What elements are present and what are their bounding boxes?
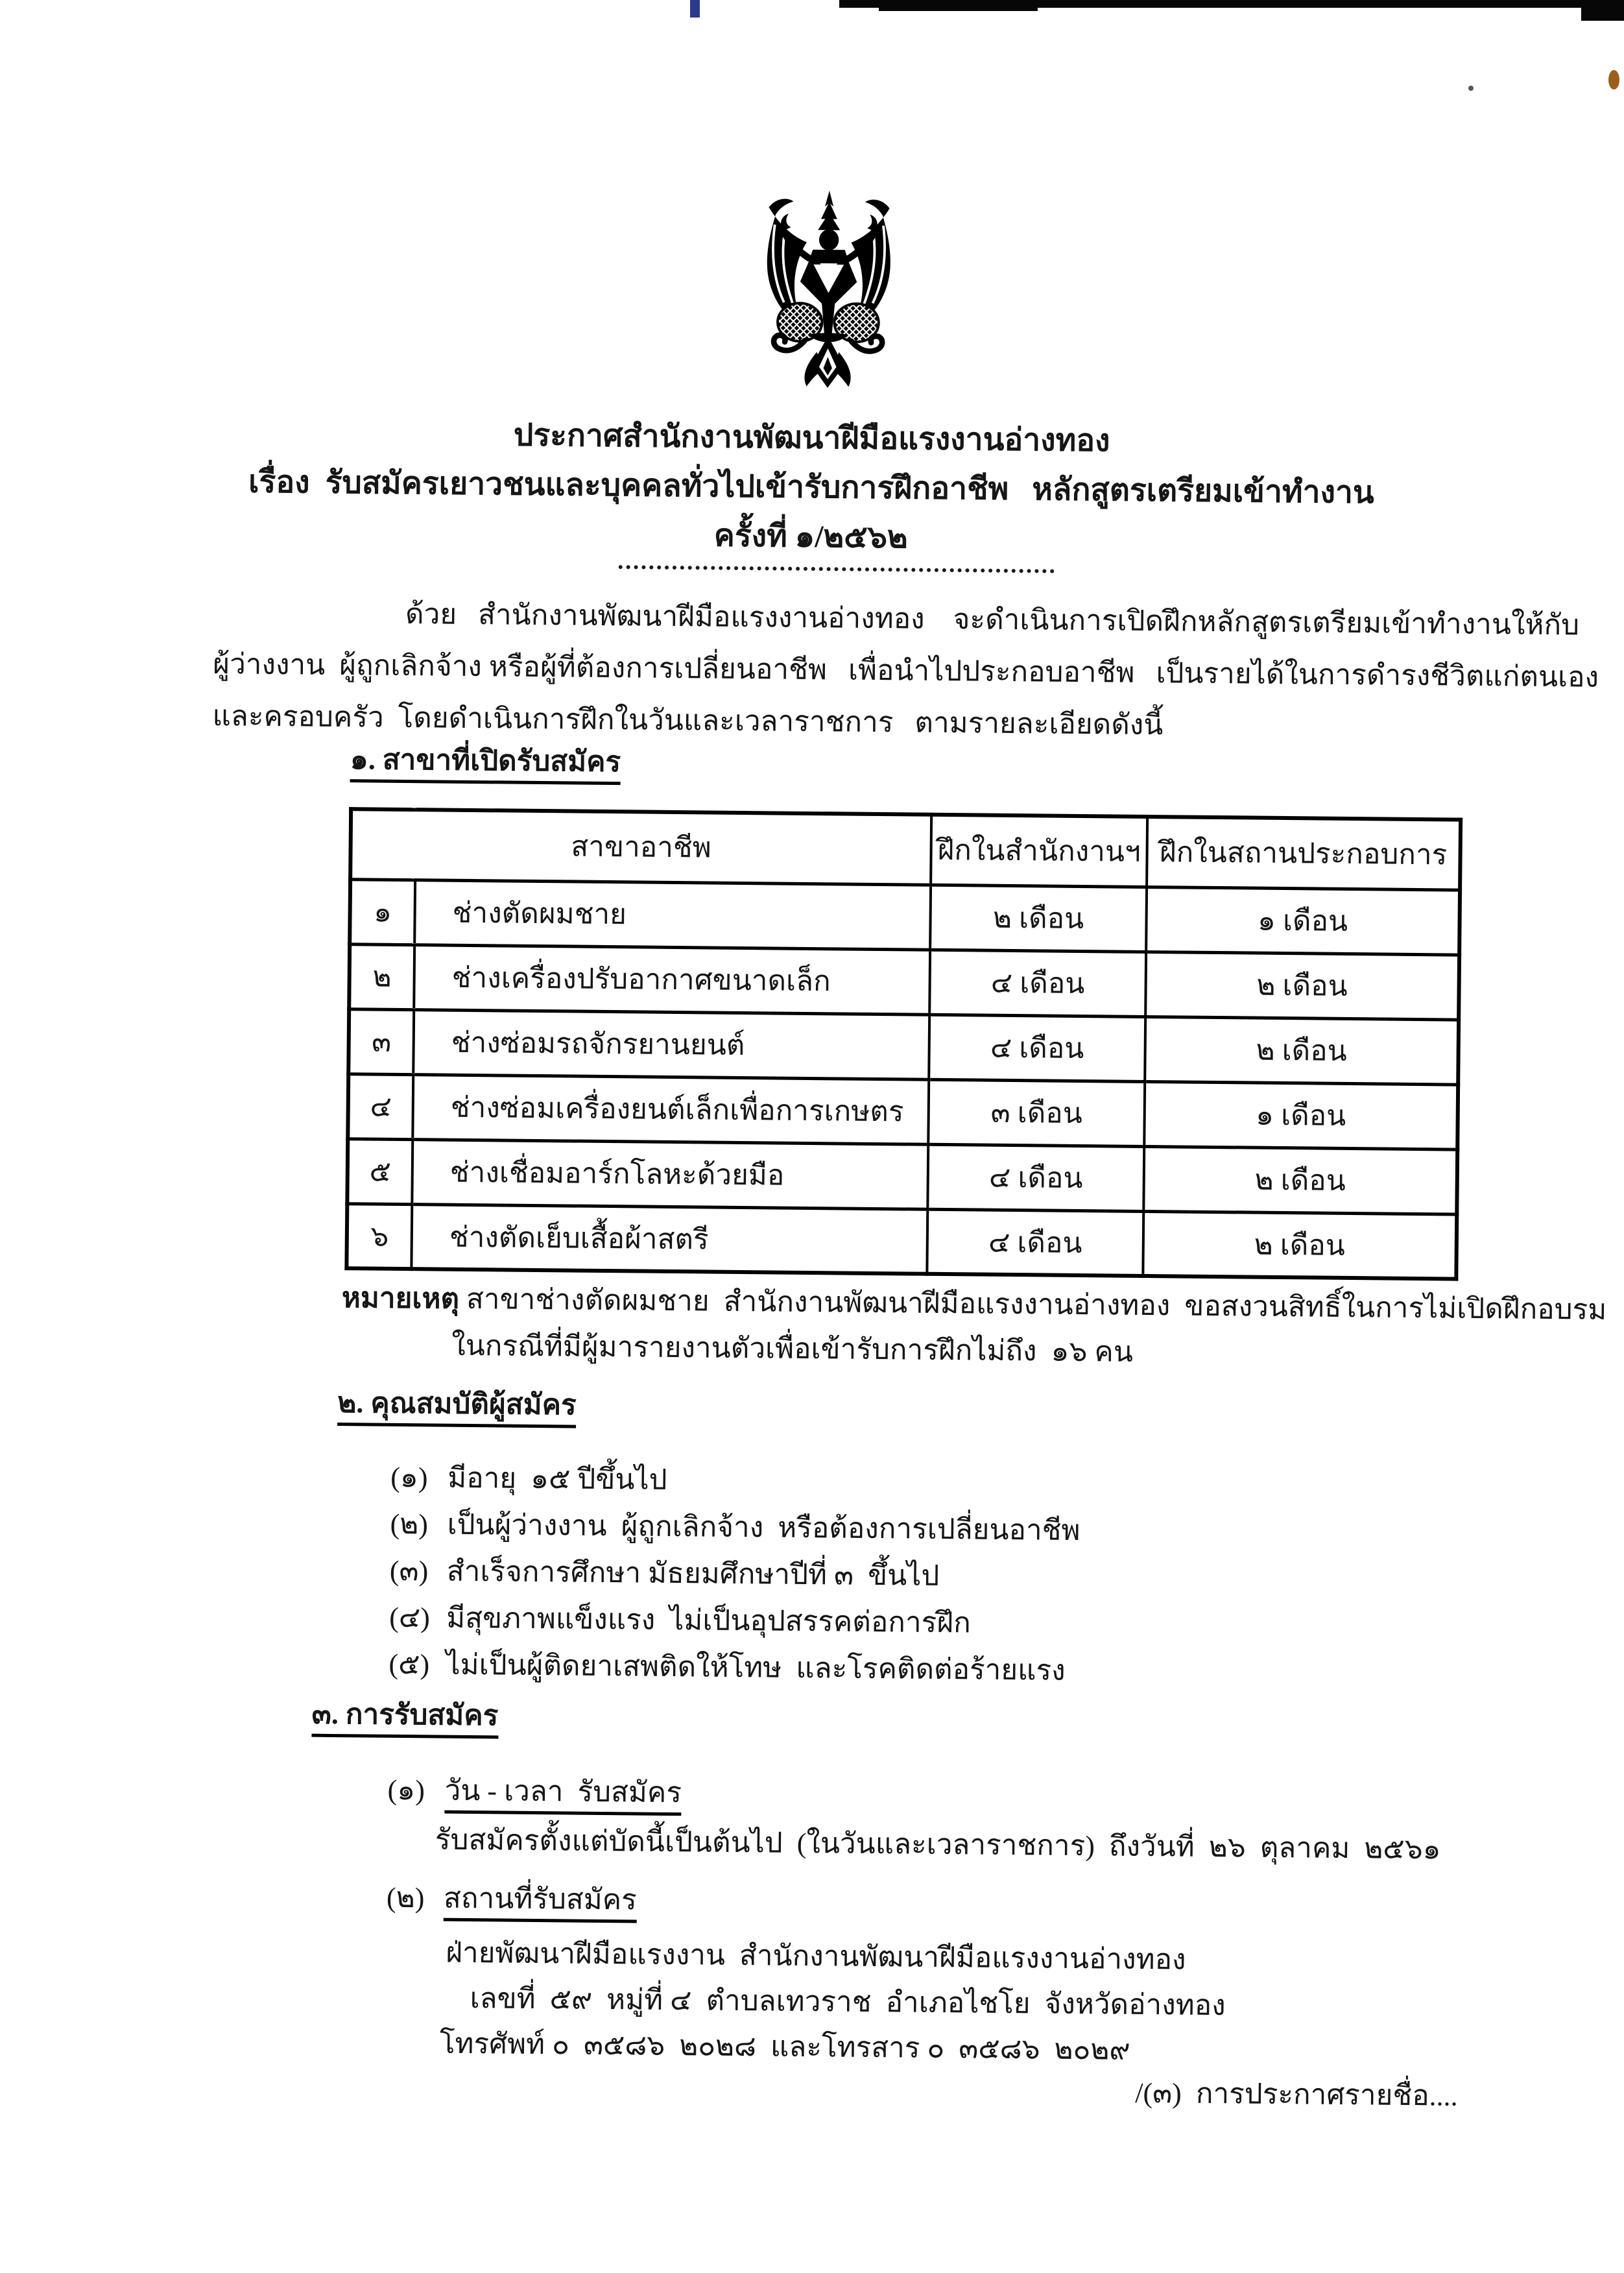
row-office-months: ๔ เดือน: [927, 1209, 1143, 1276]
title-line-1: ประกาศสำนักงานพัฒนาฝีมือแรงงานอ่างทอง: [513, 418, 1110, 459]
sub-item-heading: วัน - เวลา รับสมัคร: [444, 1775, 682, 1816]
col-header-office: ฝึกในสำนักงานฯ: [931, 815, 1147, 887]
application-place-line-2: เลขที่ ๕๙ หมู่ที่ ๔ ตำบลเทวราช อำเภอไชโย จังหวัดอ่างทอง: [470, 1982, 1226, 2022]
row-no: ๓: [348, 1009, 414, 1074]
application-place-subheading: [387, 1875, 637, 1923]
qualification-item: [390, 1454, 667, 1502]
row-office-months: ๔ เดือน: [927, 1144, 1144, 1211]
row-workplace-months: ๑ เดือน: [1144, 1081, 1458, 1149]
intro-line-1: ด้วย สำนักงานพัฒนาฝีมือแรงงานอ่างทอง จะดำเนินการเปิดฝึกหลักสูตรเตรียมเข้าทำงานให้กับ: [405, 597, 1580, 642]
garuda-emblem: [735, 188, 922, 394]
dotted-separator: [619, 565, 1055, 573]
application-place-line-3: โทรศัพท์ ๐ ๓๕๘๖ ๒๐๒๘ และโทรสาร ๐ ๓๕๘๖ ๒๐๒๙: [439, 2027, 1130, 2066]
item-number: (๑): [390, 1461, 428, 1494]
section1-heading-text: ๑. สาขาที่เปิดรับสมัคร: [350, 743, 621, 785]
application-time-text: รับสมัครตั้งแต่บัดนี้เป็นต้นไป (ในวันและเวลาราชการ) ถึงวันที่ ๒๖ ตุลาคม ๒๕๖๑: [435, 1823, 1441, 1866]
sub-item-heading: สถานที่รับสมัคร: [444, 1882, 637, 1923]
item-text: สำเร็จการศึกษา มัธยมศึกษาปีที่ ๓ ขึ้นไป: [446, 1555, 940, 1592]
item-text: มีสุขภาพแข็งแรง ไม่เป็นอุปสรรคต่อการฝึก: [446, 1602, 971, 1639]
sub-item-number: (๒): [386, 1881, 425, 1914]
row-workplace-months: ๒ เดือน: [1145, 1016, 1459, 1085]
row-no: ๖: [346, 1203, 412, 1269]
table-note-line-1: [342, 1284, 1607, 1325]
item-text: เป็นผู้ว่างงาน ผู้ถูกเลิกจ้าง หรือต้องการเปลี่ยนอาชีพ: [447, 1508, 1081, 1547]
title-line-2: เรื่อง รับสมัครเยาวชนและบุคคลทั่วไปเข้ารับการฝึกอาชีพ หลักสูตรเตรียมเข้าทำงาน: [248, 464, 1375, 511]
note-label: หมายเหตุ: [341, 1282, 460, 1315]
item-number: (๒): [390, 1508, 429, 1541]
table-row: [350, 879, 1460, 954]
table-row: [347, 1138, 1457, 1214]
section2-heading: [337, 1389, 577, 1420]
row-occupation: ช่างซ่อมเครื่องยนต์เล็กเพื่อการเกษตร: [412, 1074, 929, 1144]
row-office-months: ๔ เดือน: [929, 1015, 1145, 1081]
item-number: (๕): [388, 1648, 430, 1681]
row-workplace-months: ๒ เดือน: [1143, 1146, 1457, 1214]
note-text-1: สาขาช่างตัดผมชาย สำนักงานพัฒนาฝีมือแรงงานอ่างทอง ขอสงวนสิทธิ์ในการไม่เปิดฝึกอบรม: [459, 1282, 1607, 1326]
courses-table: [344, 807, 1463, 1281]
row-office-months: ๓ เดือน: [928, 1079, 1145, 1146]
row-no: ๒: [349, 944, 414, 1009]
row-occupation: ช่างเชื่อมอาร์กโลหะด้วยมือ: [412, 1139, 928, 1209]
table-row: [348, 1009, 1459, 1084]
row-no: ๔: [348, 1074, 413, 1139]
garuda-emblem-graphic: [735, 188, 922, 394]
intro-paragraph: [212, 586, 1599, 754]
qualification-item: [388, 1641, 1066, 1693]
application-place-line-1: ฝ่ายพัฒนาฝีมือแรงงาน สำนักงานพัฒนาฝีมือแรงงานอ่างทอง: [446, 1936, 1186, 1976]
col-header-workplace: ฝึกในสถานประกอบการ: [1147, 817, 1461, 890]
title-line-3: ครั้งที่ ๑/๒๕๖๒: [713, 518, 908, 555]
item-number: (๓): [389, 1554, 429, 1587]
section3-heading-text: ๓. การรับสมัคร: [311, 1698, 498, 1739]
row-workplace-months: ๒ เดือน: [1143, 1211, 1457, 1279]
row-occupation: ช่างซ่อมรถจักรยานยนต์: [413, 1009, 929, 1079]
section2-heading-text: ๒. คุณสมบัติผู้สมัคร: [337, 1387, 577, 1428]
table-row: [346, 1203, 1457, 1279]
row-no: ๑: [350, 879, 415, 944]
row-occupation: ช่างตัดผมชาย: [414, 880, 931, 950]
item-text: ไม่เป็นผู้ติดยาเสพติดให้โทษ และโรคติดต่อร้ายแรง: [446, 1648, 1066, 1687]
table-header-row: [350, 809, 1461, 889]
table-note-line-2: ในกรณีที่มีผู้มารายงานตัวเพื่อเข้ารับการฝึกไม่ถึง ๑๖ คน: [451, 1329, 1134, 1368]
row-occupation: ช่างตัดเย็บเสื้อผ้าสตรี: [411, 1204, 927, 1274]
intro-line-3: และครอบครัว โดยดำเนินการฝึกในวันและเวลาราชการ ตามรายละเอียดดังนี้: [212, 700, 1164, 741]
sub-item-number: (๑): [387, 1774, 425, 1807]
row-occupation: ช่างเครื่องปรับอากาศขนาดเล็ก: [414, 944, 930, 1015]
qualification-item: [389, 1594, 971, 1646]
item-number: (๔): [388, 1601, 431, 1634]
row-no: ๕: [347, 1138, 412, 1204]
table-row: [348, 1074, 1458, 1149]
row-office-months: ๒ เดือน: [930, 885, 1147, 952]
item-text: มีอายุ ๑๕ ปีขึ้นไป: [448, 1461, 667, 1496]
page-continuation-note: /(๓) การประกาศรายชื่อ....: [1134, 2076, 1458, 2112]
col-header-occupation: สาขาอาชีพ: [350, 809, 931, 885]
row-workplace-months: ๒ เดือน: [1145, 952, 1459, 1020]
section1-heading: [350, 745, 621, 776]
qualification-item: [390, 1548, 940, 1598]
row-office-months: ๔ เดือน: [929, 950, 1146, 1016]
intro-line-2: ผู้ว่างงาน ผู้ถูกเลิกจ้าง หรือผู้ที่ต้องการเปลี่ยนอาชีพ เพื่อนำไปประกอบอาชีพ เป็นรายได้ในการดำรงชีวิตแก่ตนเอง: [213, 648, 1599, 693]
application-time-subheading: [387, 1767, 682, 1815]
table-row: [349, 944, 1459, 1019]
qualification-item: [390, 1501, 1081, 1553]
section3-heading: [312, 1700, 499, 1731]
row-workplace-months: ๑ เดือน: [1146, 887, 1460, 955]
